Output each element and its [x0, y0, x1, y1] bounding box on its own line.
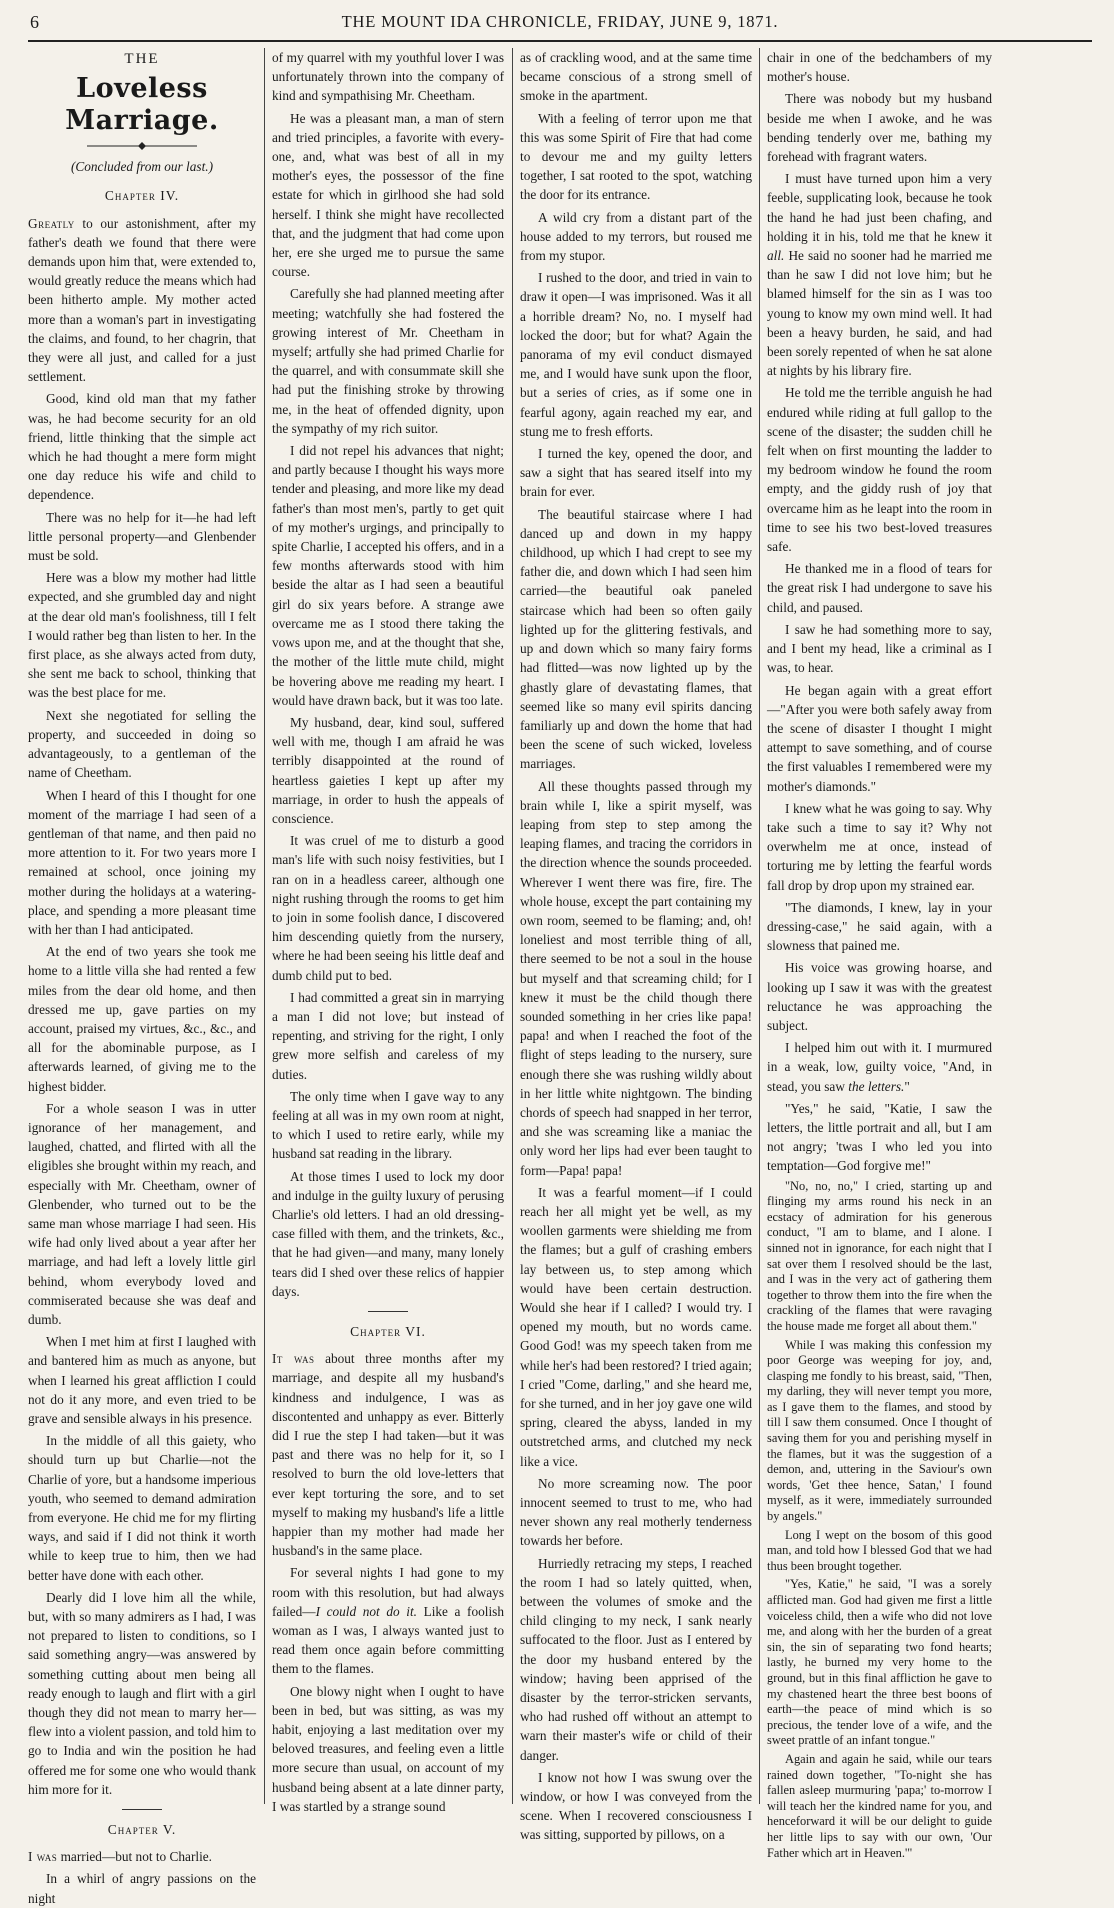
- paragraph: Here was a blow my mother had little expected, and she grumbled day and night at the dear old man's foolishness, till I felt I would rather beg than listen to her. In the first place, as she always acted from duty, she sent me back to school, thinking that was the best place for me.: [28, 570, 256, 701]
- paragraph: I had committed a great sin in marrying a man I did not love; but instead of repenting, and striving for the right, I only grew more selfish and careless of my duties.: [272, 989, 504, 1082]
- paragraph-text: He said no sooner had he married me than he saw I did not love him; but he blamed himself for the sin as I was too young to know my own mind well. It had been a heavy burden, he said, and had been sorely repented of when he sat alone at nights by his library fire.: [767, 248, 992, 379]
- paragraph: I rushed to the door, and tried in vain to draw it open—I was imprisoned. Was it all a horrible dream? No, no. I myself had locked the door; but for what? Again the panorama of my evil conduct dismayed me, and I would have sunk upon the floor, but a series of cries, as if some one in fearful agony, again reached my ear, and stung me to fresh efforts.: [520, 270, 752, 439]
- column-4: [767, 48, 992, 1860]
- paragraph: as of crackling wood, and at the same time became conscious of a strong smell of smoke in the apartment.: [520, 50, 752, 104]
- emphasis-text: all.: [767, 248, 785, 264]
- chapter-heading: Chapter VI.: [350, 1324, 426, 1339]
- paragraph: "No, no, no," I cried, starting up and flinging my arms round his neck in an ecstacy of admiration for his generous conduct, "I am to blame, and I alone. I sinned not in ignorance, for each night that I sat over them I resolved should be the last, and I was in the very act of gathering them together to throw them into the fire when the crackling of the flames that were ravaging the house made me forget all about them.": [767, 1178, 992, 1333]
- paragraph-text: For several nights I had gone to my room with this resolution, but had always failed—: [272, 1565, 504, 1619]
- paragraph: [272, 1349, 504, 1560]
- paragraph: My husband, dear, kind soul, suffered well with me, though I am afraid he was terribly disappointed at the round of heartless gaieties I kept up after my marriage, in order to hush the appeals of conscience.: [272, 714, 504, 826]
- paragraph: I know not how I was swung over the window, or how I was conveyed from the scene. When I recovered consciousness I was sitting, supported by pillows, on a: [520, 1769, 752, 1843]
- paragraph: Again and again he said, while our tears rained down together, "To-night she has fallen asleep murmuring 'papa;' to-morrow I will teach her the kindred name for you, and henceforward it will be our delight to guide her little lips to say with our own, 'Our Father which art in Heaven.'": [767, 1751, 992, 1860]
- paragraph: chair in one of the bedchambers of my mother's house.: [767, 50, 992, 85]
- paragraph: The beautiful staircase where I had danced up and down in my happy childhood, up which I had crept to see my father die, and down which I had seen him carried—the beautiful oak paneled staircase which had been so often gaily lighted up for the glittering festivals, and up and down which so many fairy forms had flitted—was now lighted up by the ghastly glare of devastating flames, that seemed like so many evil spirits dancing familiarly up and down the home that had been the scene of such wicked, loveless marriages.: [520, 506, 752, 772]
- paragraph: A wild cry from a distant part of the house added to my terrors, but roused me from my stupor.: [520, 209, 752, 264]
- column-rule: [512, 48, 513, 1804]
- paragraph: There was no help for it—he had left little personal property—and Glenbender must be sold.: [28, 509, 256, 564]
- paragraph: For a whole season I was in utter ignorance of her management, and laughed, chatted, and flirted with all the eligibles she brought within my reach, and especially with Mr. Cheetham, owner of Glenbender, who turned out to be the same man whose marriage I had seen. His wife had only lived about a year after her marriage, and had left a lovely little girl behind, whom everybody loved and commiserated because she was deaf and dumb.: [28, 1100, 256, 1327]
- paragraph-text: I helped him out with it. I murmured in a weak, low, guilty voice, "And, in stead, you saw: [767, 1040, 992, 1094]
- paragraph-text: about three months after my marriage, and despite all my husband's kindness and indulgence, I was as discontented and unhappy as ever. Bitterly did I rue the step I had taken—but it was past and there was no help for it, so I resolved to burn the old love-letters that ever kept torturing the sore, and to set myself to making my husband's life a little happier than my mother had made her husband's in the same place.: [272, 1351, 504, 1559]
- paragraph: [28, 1847, 256, 1866]
- paragraph: Carefully she had planned meeting after meeting; watchfully she had fostered the growing interest of Mr. Cheetham in myself; artfully she had primed Charlie for the quarrel, and with consummate skill she had put the finishing stroke by throwing me, in the heat of offended dignity, upon the sympathy of my rich suitor.: [272, 286, 504, 436]
- paragraph: One blowy night when I ought to have been in bed, but was sitting, as was my habit, enjoying a last meditation over my beloved treasures, and feeling even a little more secure than usual, on account of my husband being absent at a late dinner party, I was startled by a strange sound: [272, 1683, 504, 1814]
- paragraph: Long I wept on the bosom of this good man, and told how I blessed God that we had thus been brought together.: [767, 1527, 992, 1573]
- paragraph: "Yes," he said, "Katie, I saw the letters, the little portrait and all, but I am not angry; 'twas I who led you into temptation—God forgive me!": [767, 1100, 992, 1174]
- emphasis-text: I could not do it.: [315, 1603, 417, 1619]
- story-title: Loveless Marriage.: [65, 73, 219, 137]
- column-1: [28, 48, 256, 1906]
- masthead: THE MOUNT IDA CHRONICLE, FRIDAY, JUNE 9, 1871.: [341, 12, 779, 31]
- story-kicker: THE: [124, 51, 160, 67]
- paragraph: [767, 1038, 992, 1096]
- paragraph-text: married—but not to Charlie.: [57, 1849, 212, 1865]
- paragraph: He thanked me in a flood of tears for the great risk I had undergone to save his child, and paused.: [767, 561, 992, 615]
- column-3: [520, 48, 752, 1843]
- paragraph: In the middle of all this gaiety, who should turn up but Charlie—not the Charlie of yore, but a handsome imperious youth, who seemed to demand admiration from everyone. He chid me for my flirting ways, and said if I did not think it worth while to keep true to him, then we had better have done with each other.: [28, 1433, 256, 1583]
- paragraph: Next she negotiated for selling the property, and succeeded in doing so advantageously, to a gentleman of the name of Cheetham.: [28, 707, 256, 781]
- paragraph: I turned the key, opened the door, and saw a sight that has seared itself into my brain for ever.: [520, 446, 752, 500]
- chapter-heading: Chapter IV.: [104, 188, 180, 204]
- paragraph: He was a pleasant man, a man of stern and tried principles, a favorite with every-one, and, what was best of all in my mother's eyes, the possessor of the fine estate for which in girlhood she had sold herself. I think she might have recollected that, and the judgment that had come upon her, ere she urged me to pursue the same course.: [272, 110, 504, 280]
- paragraph: He told me the terrible anguish he had endured while riding at full gallop to the scene of the disaster; the sudden chill he felt when on first mounting the ladder to my bedroom window he found the room empty, and the giddy rush of joy that overcame him as he leapt into the room in time to see his two best-loved treasures safe.: [767, 385, 992, 555]
- paragraph-text: to our astonishment, after my father's death we found that there were demands upon him that, were extended to, would greatly reduce the means which had been hitherto ample. My mother acted more than a woman's part in investigating the claims, and found, to her chagrin, that they were all just, and called for a just settlement.: [28, 215, 256, 385]
- paragraph: All these thoughts passed through my brain while I, like a spirit myself, was leaping from step to step among the leaping flames, and tracing the corridors in the direction whence the sounds proceeded. Wherever I went there was fire, fire. The whole house, except the part containing my own room, seemed to be flaming; and, oh! loneliest and most terrible thing of all, there seemed to be not a soul in the house but myself and that screaming child; for I knew it must be the child though there sounded something in her cries like papa! papa! and when I reached the foot of the flight of steps leading to the nursery, sure enough there she was rushing wildly about in her little white nightgown. The binding chords of speech had snapped in her terror, and she was screaming like a maniac the only word her lips had ever been taught to form—Papa! papa!: [520, 778, 752, 1178]
- paragraph: At those times I used to lock my door and indulge in the guilty luxury of perusing Charlie's old letters. I had an old dressing-case filled with them, and the trinkets, &c., that he had given—and many, many lonely tears did I shed over these relics of happier days.: [272, 1168, 504, 1299]
- paragraph: His voice was growing hoarse, and looking up I saw it was with the greatest reluctance he was approaching the subject.: [767, 960, 992, 1033]
- newspaper-header: [28, 10, 1092, 42]
- paragraph: No more screaming now. The poor innocent seemed to trust to me, who had never shown any real motherly tenderness towards her before.: [520, 1475, 752, 1549]
- paragraph-text: Like a foolish woman as I was, I always wanted just to read them once again before committing them to the flames.: [272, 1603, 504, 1677]
- paragraph: I knew what he was going to say. Why take such a time to say it? Why not overwhelm me at once, instead of torturing me by letting the fearful words fall drop by drop upon my strained ear.: [767, 800, 992, 893]
- lead-in: Greatly: [28, 215, 75, 231]
- paragraph: When I heard of this I thought for one moment of the marriage I had seen of a gentleman of that name, and then paid no more attention to it. For two years more I remained at school, once joining my mother during the holidays at a watering-place, and spending a more pleasant time with her than I had anticipated.: [28, 787, 256, 937]
- paragraph: When I met him at first I laughed with and bantered him as much as anyone, but when I learned his great affliction I could not do it any more, and even tried to be grave and sensible always in his presence.: [28, 1334, 256, 1426]
- paragraph: In a whirl of angry passions on the night: [28, 1871, 256, 1906]
- lead-in: I was: [28, 1849, 58, 1865]
- paragraph: It was a fearful moment—if I could reach her all might yet be well, as my woollen garments were shielding me from the flames; but a gulf of crashing embers lay between us, to step among which would have been certain destruction. Would she hear if I called? I would try. I opened my mouth, but no words came. Good God! was my speech taken from me while her's had been restored? I tried again; I cried "Come, darling," and she heard me, for she turned, and in her joy gave one wild spring, cleared the abyss, landed in my outstretched arms, and clutched my neck like a vice.: [520, 1184, 752, 1469]
- paragraph: [767, 169, 992, 380]
- paragraph: Hurriedly retracing my steps, I reached the room I had so lately quitted, when, between the volumes of smoke and the child clinging to my neck, I sank nearly suffocated to the floor. Just as I entered by the door my husband entered by the window; having been apprised of the disaster by the terror-stricken servants, who had rushed off without an attempt to warn their master's wife or child of their danger.: [520, 1555, 752, 1763]
- paragraph: "Yes, Katie," he said, "I was a sorely afflicted man. God had given me first a little voiceless child, then a wife who did not love me, and along with her the burden of a great sin, the sin of separating two fond hearts; lastly, he burned my very home to the ground, but in this final affliction he gave to my chastened heart the three best boons of earth—the peace of mind which is so precious, the tender love of a wife, and the sweet prattle of an infant tongue.": [767, 1577, 992, 1748]
- paragraph: I did not repel his advances that night; and partly because I thought his ways more tender and pleasing, and more like my dead father's than most men's, partly to get quit of my mother's urgings, and principally to spite Charlie, I accepted his offers, and in a few months afterwards stood with him beside the altar as I had seen a beautiful girl do six years before. A strange awe overcame me as I stood there taking the vows upon me, and at the thought that she, the mother of the little mute child, might be hovering above me reading my heart. I would have drawn back, but it was too late.: [272, 443, 504, 708]
- page-number: 6: [30, 12, 39, 32]
- paragraph-text: ": [904, 1078, 910, 1094]
- lead-in: It was: [272, 1351, 315, 1367]
- paragraph: With a feeling of terror upon me that this was some Spirit of Fire that had come to devour me and my guilty letters together, I sat rooted to the spot, watching the door for its entrance.: [520, 110, 752, 203]
- paragraph: The only time when I gave way to any feeling at all was in my own room at night, to which I used to retire early, while my husband sat reading in the library.: [272, 1088, 504, 1162]
- column-rule: [759, 48, 760, 1804]
- article-columns: [28, 48, 1092, 1906]
- paragraph: While I was making this confession my poor George was weeping for joy, and, clasping me fondly to his breast, said, "Then, my darling, they will never tempt you more, as I gave them to the flames, and stood by till I saw them consumed. Once I thought of saving them for you and perishing myself in the flames, but it was the suggestion of a demon, and, uttering in the Saviour's own words, 'Get thee hence, Satan,' I found myself, as it were, immediately surrounded by angels.": [767, 1337, 992, 1524]
- divider: [122, 1809, 162, 1810]
- paragraph: Dearly did I love him all the while, but, with so many admirers as I had, I was not prepared to listen to conditions, so I said something angry—was answered by something cutting about men being all ready enough to laugh and flirt with a girl though they did not mean to marry her—flew into a violent passion, and told him to go to India and win the position he had offered me for some one who would thank him more for it.: [28, 1589, 256, 1797]
- paragraph: [28, 214, 256, 387]
- paragraph: "The diamonds, I knew, lay in your dressing-case," he said again, with a slowness that pained me.: [767, 899, 992, 954]
- paragraph: of my quarrel with my youthful lover I was unfortunately thrown into the company of kind and sympathising Mr. Cheetham.: [272, 50, 504, 104]
- paragraph-text: I must have turned upon him a very feeble, supplicating look, because he took the hand he had just been chafing, and holding it in his, told me that he knew it: [767, 171, 992, 244]
- paragraph: It was cruel of me to disturb a good man's life with such noisy festivities, but I ran on in a headless career, although one night rushing through the rooms to get him to join in some foolish dance, I discovered him descending quietly from the nursery, where he had been seeing his little deaf and dumb child put to bed.: [272, 833, 504, 983]
- ornament-rule-icon: [87, 141, 197, 151]
- paragraph: I saw he had something more to say, and I bent my head, like a criminal as I was, to hear.: [767, 621, 992, 676]
- emphasis-text: the letters.: [848, 1078, 905, 1094]
- paragraph: Good, kind old man that my father was, he had become security for an old friend, little thinking that the simple act which he had thought a mere form might one day reduce his wife and child to dependence.: [28, 391, 256, 503]
- paragraph: At the end of two years she took me home to a little villa she had rented a few miles from the dear old home, and then dressed me up, gave parties on my account, praised my virtues, &c., &c., and all for the abominable purpose, as I afterwards learned, of giving me to the highest bidder.: [28, 944, 256, 1094]
- column-2: [272, 48, 504, 1814]
- column-rule: [264, 48, 265, 1804]
- paragraph: [272, 1563, 504, 1678]
- paragraph: He began again with a great effort—"After you were both safely away from the scene of disaster I thought I might attempt to save something, and of course the first valuables I remembered were my mother's diamonds.": [767, 682, 992, 794]
- divider: [368, 1311, 408, 1312]
- chapter-heading: Chapter V.: [107, 1822, 177, 1838]
- paragraph: There was nobody but my husband beside me when I awoke, and he was bending tenderly over me, bathing my forehead with fragrant waters.: [767, 91, 992, 165]
- concluded-note: (Concluded from our last.): [70, 159, 214, 175]
